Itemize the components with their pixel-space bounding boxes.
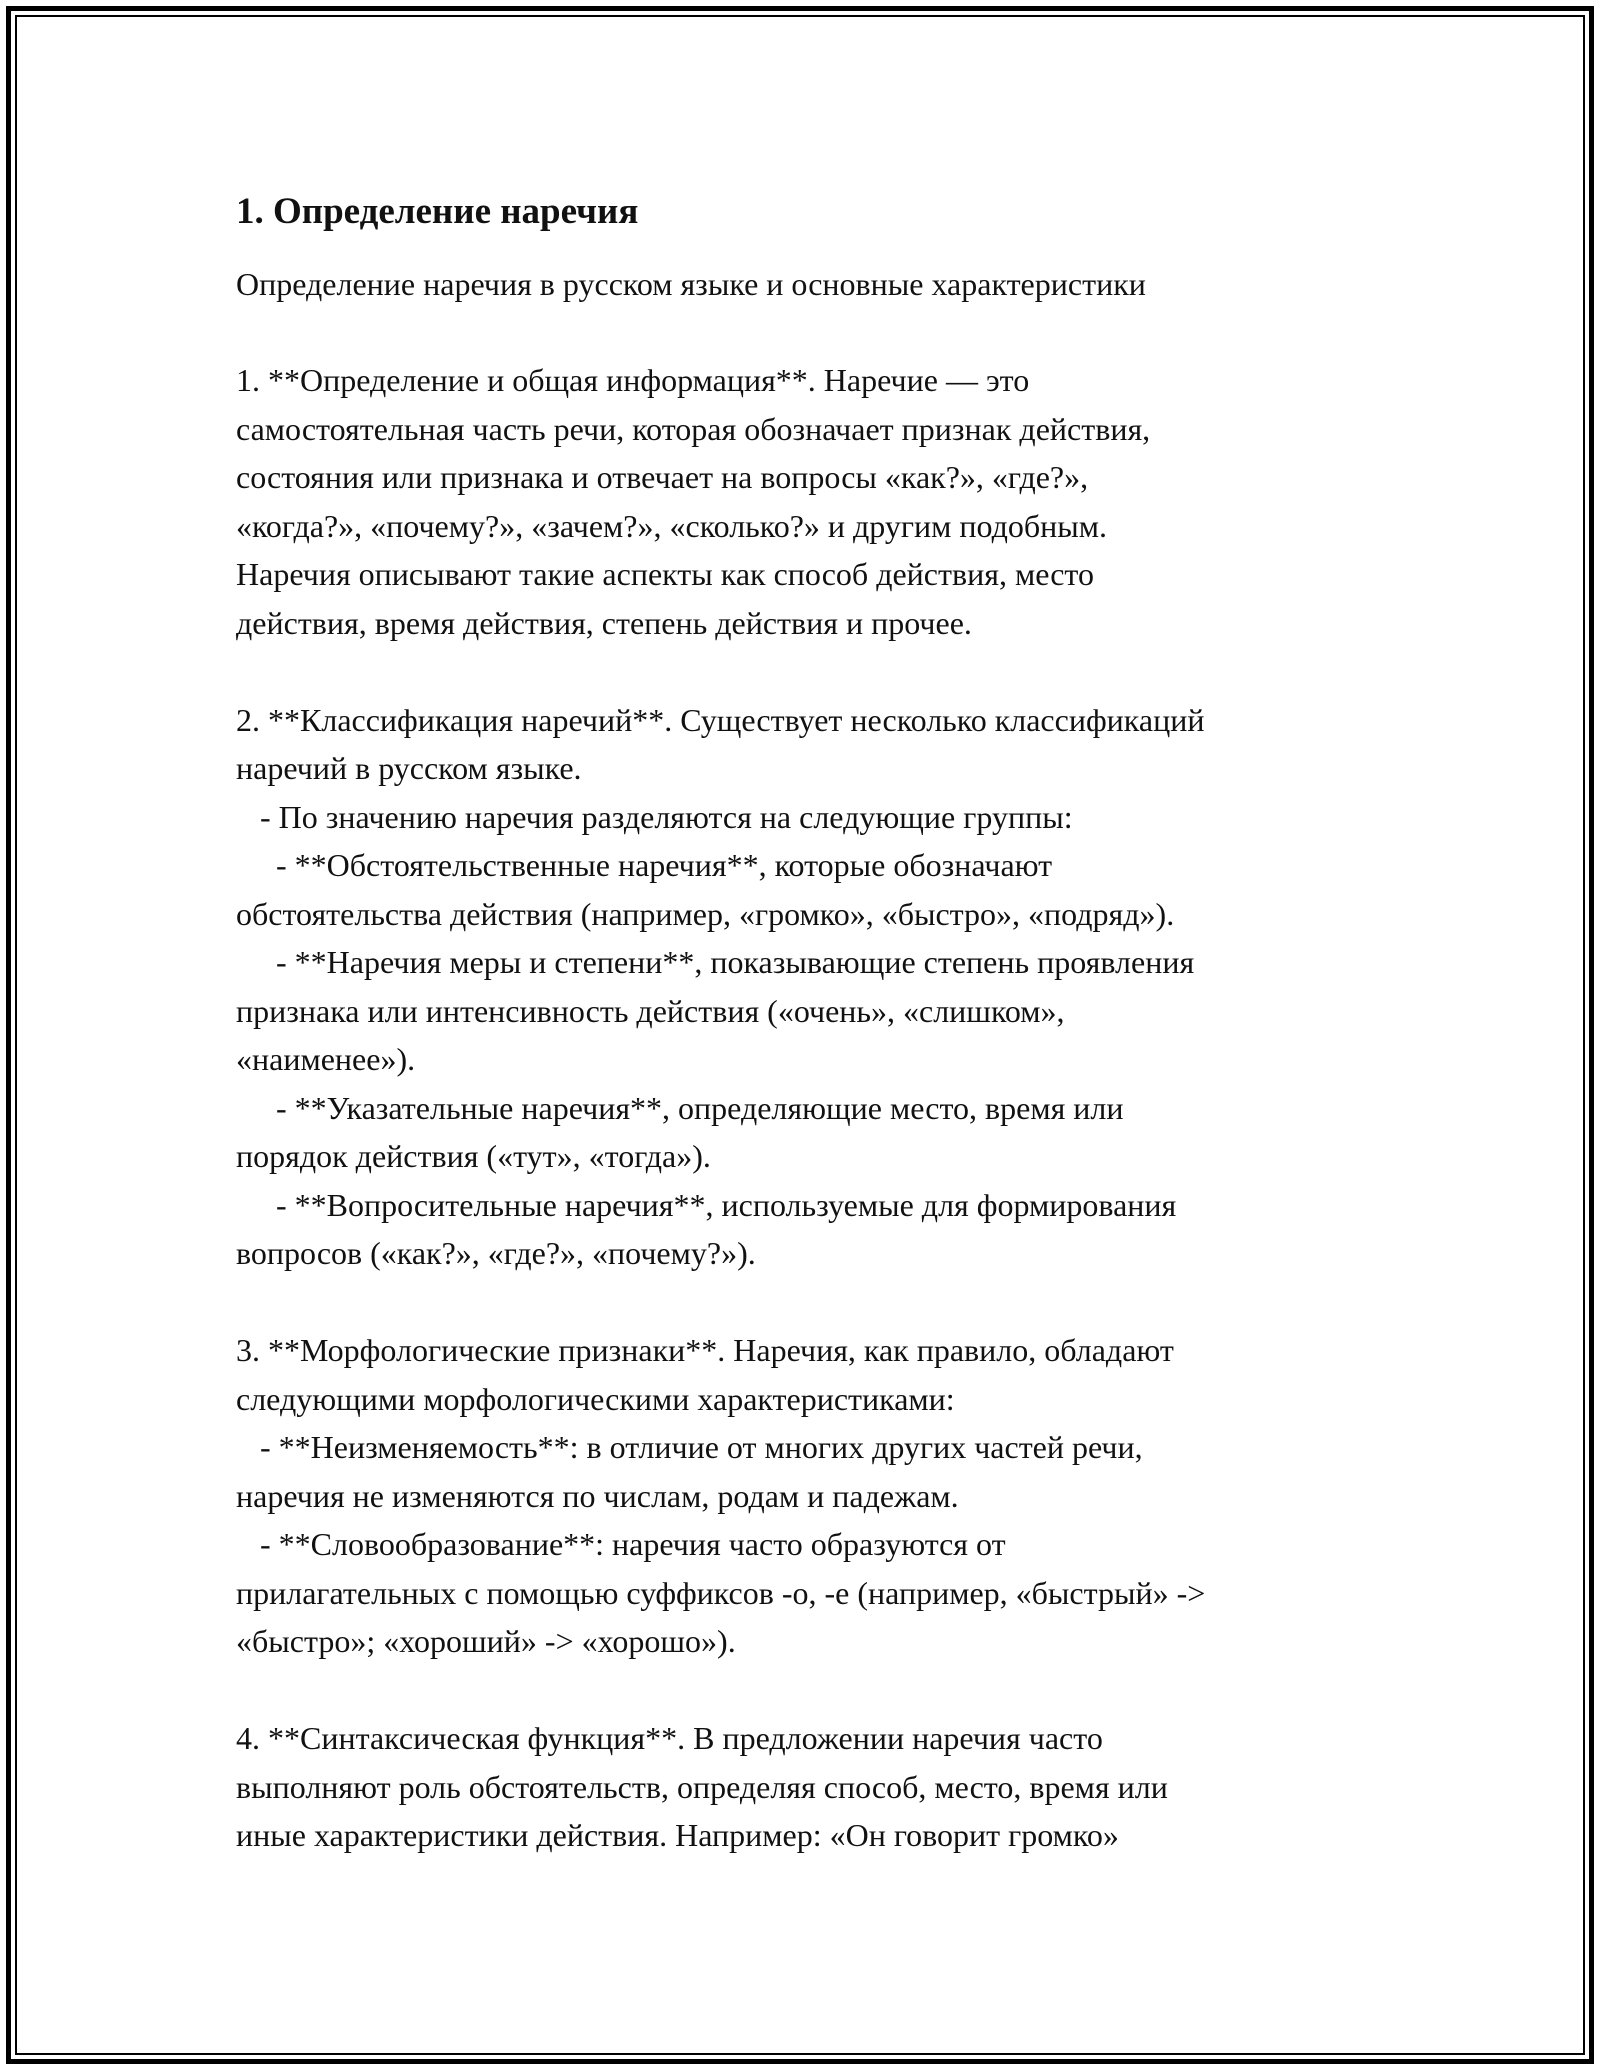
text-line: самостоятельная часть речи, которая обозначает признак действия, <box>236 410 1151 447</box>
text-line: наречия не изменяются по числам, родам и падежам. <box>236 1477 959 1514</box>
text-line: «наименее»). <box>236 1041 416 1077</box>
text-line: вопросов («как?», «где?», «почему?»). <box>236 1235 756 1271</box>
text-line: - **Словообразование**: наречия часто образуются от <box>236 1526 1006 1562</box>
section-morphology <box>236 1326 1436 1666</box>
text-line: - **Наречия меры и степени**, показывающие степень проявления <box>236 944 1195 980</box>
section-classification <box>236 696 1436 1278</box>
text-line: - **Обстоятельственные наречия**, которые обозначают <box>236 847 1053 883</box>
text-line: - **Неизменяемость**: в отличие от многих других частей речи, <box>236 1429 1143 1465</box>
text-line: «когда?», «почему?», «зачем?», «сколько?» и другим подобным. <box>236 507 1108 544</box>
text-line: - **Указательные наречия**, определяющие место, время или <box>236 1089 1124 1126</box>
text-line: выполняют роль обстоятельств, определяя способ, место, время или <box>236 1768 1168 1805</box>
text-line: состояния или признака и отвечает на вопросы «как?», «где?», <box>236 459 1089 495</box>
text-line: 2. **Классификация наречий**. Существует несколько классификаций <box>236 701 1205 738</box>
text-line: 4. **Синтаксическая функция**. В предложении наречия часто <box>236 1720 1103 1756</box>
text-line: наречий в русском языке. <box>236 750 582 786</box>
text-line: - **Вопросительные наречия**, используемые для формирования <box>236 1186 1177 1223</box>
document-body <box>236 356 1436 1860</box>
document-subtitle: Определение наречия в русском языке и основные характеристики <box>236 266 1146 302</box>
text-line: - По значению наречия разделяются на следующие группы: <box>236 798 1073 835</box>
document-title: 1. Определение наречия <box>236 191 639 232</box>
document-page <box>236 188 1436 1860</box>
text-line: обстоятельства действия (например, «громко», «быстро», «подряд»). <box>236 895 1175 932</box>
paragraph-gap <box>236 647 1436 696</box>
text-line: Наречия описывают такие аспекты как способ действия, место <box>236 556 1094 592</box>
text-line: 3. **Морфологические признаки**. Наречия, как правило, обладают <box>236 1332 1174 1368</box>
text-line: «быстро»; «хороший» -> «хорошо»). <box>236 1623 736 1659</box>
text-line: действия, время действия, степень действия и прочее. <box>236 604 972 641</box>
paragraph-gap <box>236 1666 1436 1715</box>
text-line: иные характеристики действия. Например: «Он говорит громко» <box>236 1817 1119 1853</box>
text-line: признака или интенсивность действия («очень», «слишком», <box>236 992 1065 1029</box>
text-line: прилагательных с помощью суффиксов -о, -е (например, «быстрый» -> <box>236 1574 1206 1611</box>
paragraph-gap <box>236 1278 1436 1327</box>
section-definition <box>236 356 1436 647</box>
text-line: следующими морфологическими характеристиками: <box>236 1380 955 1417</box>
text-line: порядок действия («тут», «тогда»). <box>236 1138 711 1174</box>
section-syntax <box>236 1714 1436 1860</box>
text-line: 1. **Определение и общая информация**. Наречие — это <box>236 362 1030 398</box>
